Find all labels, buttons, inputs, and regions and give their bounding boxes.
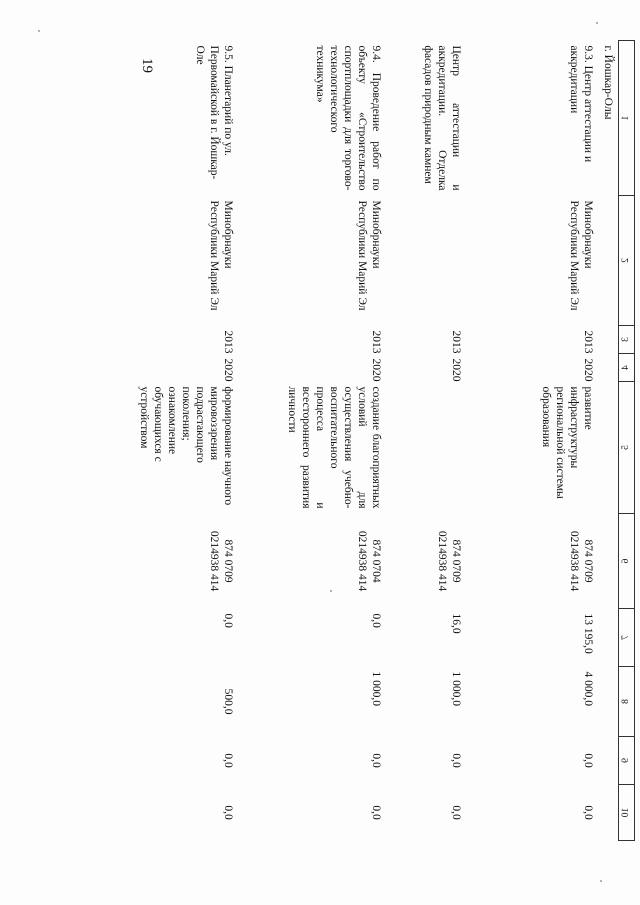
organization: Минобрнауки Республики Марий Эл: [567, 200, 594, 311]
budget-code: [386, 514, 466, 609]
object-name: 9.4. Проведение работ по объекту «Строительство спортплощадки для торгово-технологического техникума»: [313, 45, 382, 191]
end-year: 2020: [369, 358, 382, 382]
value-col10: 0,0: [221, 805, 234, 820]
value-col7: 16,0: [449, 613, 462, 634]
column-number: 10: [619, 785, 635, 841]
column-number-row: [619, 41, 635, 841]
column-number: 1: [619, 41, 635, 196]
organization: Минобрнауки Республики Марий Эл: [207, 200, 234, 311]
purpose: развитие инфраструктуры региональной системы образования: [539, 386, 594, 499]
program-table: [118, 40, 635, 841]
start-year: 2013: [369, 330, 382, 354]
column-number: 2: [619, 196, 635, 326]
city-row: [598, 41, 619, 841]
city-label: г. Йошкар-Олы: [602, 45, 614, 120]
value-col10: 0,0: [449, 805, 462, 820]
table-row: [386, 41, 466, 841]
budget-code-2: 0214938 414: [435, 530, 448, 592]
budget-code-1: 874 0709: [581, 539, 594, 583]
value-col8: 1 000,0: [449, 671, 462, 706]
value-col9: 0,0: [221, 753, 234, 768]
value-col7: 0,0: [369, 613, 382, 628]
object-name: 9.5. Планетарий по ул. Первомайской в г. Йошкар-Оле: [193, 45, 234, 180]
page-number: 19: [139, 58, 155, 73]
budget-code-2: 0214938 414: [355, 530, 368, 592]
start-year: 2013: [581, 330, 594, 354]
table-row: [118, 41, 238, 841]
object-name: Центр аттестации и аккредитации. Отделка фасадов природным камнем: [421, 45, 462, 191]
table-row: [238, 41, 386, 841]
organization: Минобрнауки Республики Марий Эл: [355, 200, 382, 311]
column-number: 7: [619, 609, 635, 667]
column-number: 3: [619, 326, 635, 354]
rotated-table-region: [130, 40, 635, 840]
value-col8: 1 000,0: [369, 671, 382, 706]
budget-code-2: 0214938 414: [567, 530, 580, 592]
table-row: [466, 41, 598, 841]
budget-code: [238, 514, 386, 609]
end-year: 2020: [449, 358, 462, 382]
budget-code-1: 874 0704: [369, 539, 382, 583]
value-col7: 13 195,0: [581, 613, 594, 654]
column-number: 4: [619, 354, 635, 382]
budget-code-1: 874 0709: [449, 539, 462, 583]
value-col10: 0,0: [369, 805, 382, 820]
purpose: формирование научного мировоззрения подрастающего поколения; ознакомление обучающихся с устройством: [137, 386, 234, 506]
start-year: 2013: [221, 330, 234, 354]
start-year: 2013: [449, 330, 462, 354]
value-col9: 0,0: [449, 753, 462, 768]
organization: [386, 196, 466, 326]
value-col9: 0,0: [581, 753, 594, 768]
purpose: создание благоприятных условий для осуществления учебно-воспитательного процесса и всестороннего развития личности: [285, 386, 382, 509]
value-col8: 500,0: [221, 688, 234, 715]
value-col7: 0,0: [221, 613, 234, 628]
purpose: [386, 382, 466, 514]
budget-code: [118, 514, 238, 609]
budget-code-1: 874 0709: [221, 539, 234, 583]
end-year: 2020: [221, 358, 234, 382]
value-col10: 0,0: [581, 805, 594, 820]
column-number: 9: [619, 737, 635, 785]
budget-code-2: 0214938 414: [207, 530, 220, 592]
scan-speck: [38, 30, 40, 32]
value-col9: 0,0: [369, 753, 382, 768]
end-year: 2020: [581, 358, 594, 382]
object-name: 9.3. Центр аттестации и аккредитации: [567, 45, 594, 163]
budget-code: [466, 514, 598, 609]
column-number: 8: [619, 667, 635, 737]
scan-speck: [600, 880, 602, 882]
scan-speck: [596, 22, 598, 24]
column-number: 5: [619, 382, 635, 514]
value-col8: 4 000,0: [581, 671, 594, 706]
column-number: 6: [619, 514, 635, 609]
